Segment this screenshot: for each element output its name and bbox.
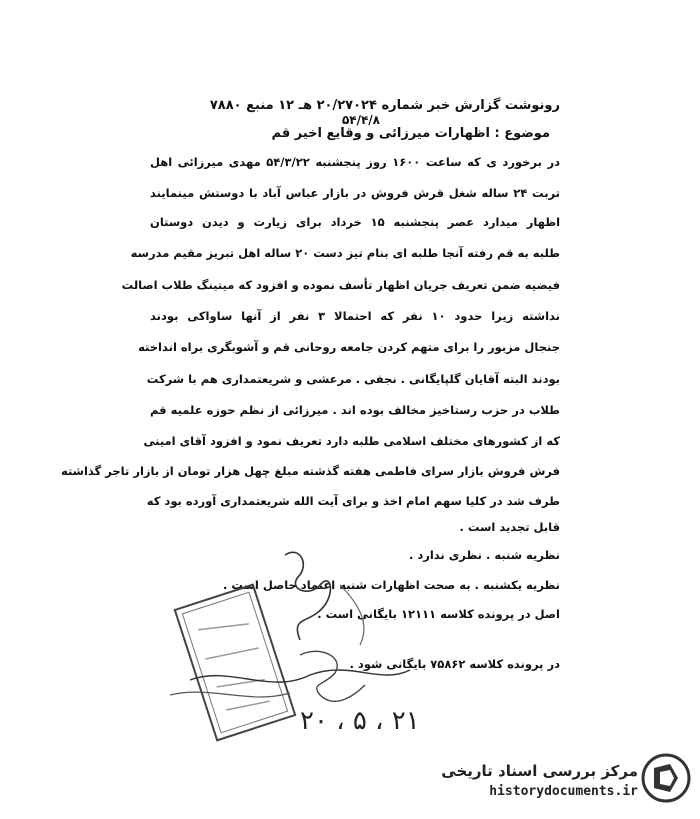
body-line: بودند البته آقایان گلپایگانی . نجفی . مرعشی و شریعتمداری هم با شرکت: [146, 372, 560, 386]
body-line: فیضیه ضمن تعریف جریان اظهار تأسف نموده و افزود که میتینگ طلاب اصالت: [121, 278, 560, 292]
body-line: طلاب در حزب رستاخیز مخالف بوده اند . میرزائی از نظم حوزه علمیه قم: [150, 403, 560, 417]
body-line: اظهار میدارد عصر پنجشنبه ۱۵ خرداد برای زیارت و دیدن دوستان: [150, 215, 561, 229]
footer-line: در پرونده کلاسه ۷۵۸۶۲ بایگانی شود .: [349, 657, 560, 671]
handwritten-note: ۲۰ ، ۵ ، ۲۱: [300, 706, 420, 736]
footer-line: نظریه یکشنبه . به صحت اظهارات شنبه اعتماد حاصل است .: [223, 578, 560, 592]
body-line: نداشته زیرا حدود ۱۰ نفر که احتمالا ۳ نفر از آنها ساواکی بودند: [150, 309, 560, 323]
watermark-url[interactable]: historydocuments.ir: [489, 784, 638, 799]
body-line: طلبه به قم رفته آنجا طلبه ای بنام تیز دست ۲۰ ساله اهل تبریز مقیم مدرسه: [130, 246, 560, 260]
footer-line: نظریه شنبه . نظری ندارد .: [408, 548, 560, 562]
body-line: در برخورد ی که ساعت ۱۶۰۰ روز پنجشنبه ۵۴/۳/۲۲ مهدی میرزائی اهل: [150, 155, 560, 169]
body-line: جنجال مزبور را برای متهم کردن جامعه روحانی قم و آشوبگری براه انداخته: [138, 340, 560, 354]
body-line: طرف شد در کلیا سهم امام اخذ و برای آیت الله شریعتمداری آورده بود که: [146, 494, 560, 508]
header-date: ۵۴/۴/۸: [341, 113, 380, 127]
footer-line: اصل در پرونده کلاسه ۱۲۱۱۱ بایگانی است .: [317, 607, 560, 621]
watermark-title: مرکز بررسی اسناد تاریخی: [441, 762, 638, 780]
header-subject: موضوع : اظهارات میرزائی و وقایع اخیر قم: [271, 126, 550, 141]
body-line: تربت ۲۴ ساله شغل قرش فروش در بازار عباس آباد با دوستش مینمایند: [150, 186, 560, 200]
body-line: فرش فروش بازار سرای فاطمی هفته گذشته مبلغ چهل هزار تومان از بازار تاجر گذاشته: [60, 464, 560, 478]
header-report-number: [210, 98, 560, 113]
body-line: قابل تجدید است .: [459, 520, 560, 534]
body-line: که از کشورهای مختلف اسلامی طلبه دارد تعریف نمود و افزود آقای امینی: [143, 434, 560, 448]
archive-logo-icon: [640, 752, 692, 804]
header-line-1: رونوشت گزارش خبر شماره ۲۰/۲۷۰۲۴ هـ ۱۲ منبع ۷۸۸۰: [209, 98, 560, 113]
